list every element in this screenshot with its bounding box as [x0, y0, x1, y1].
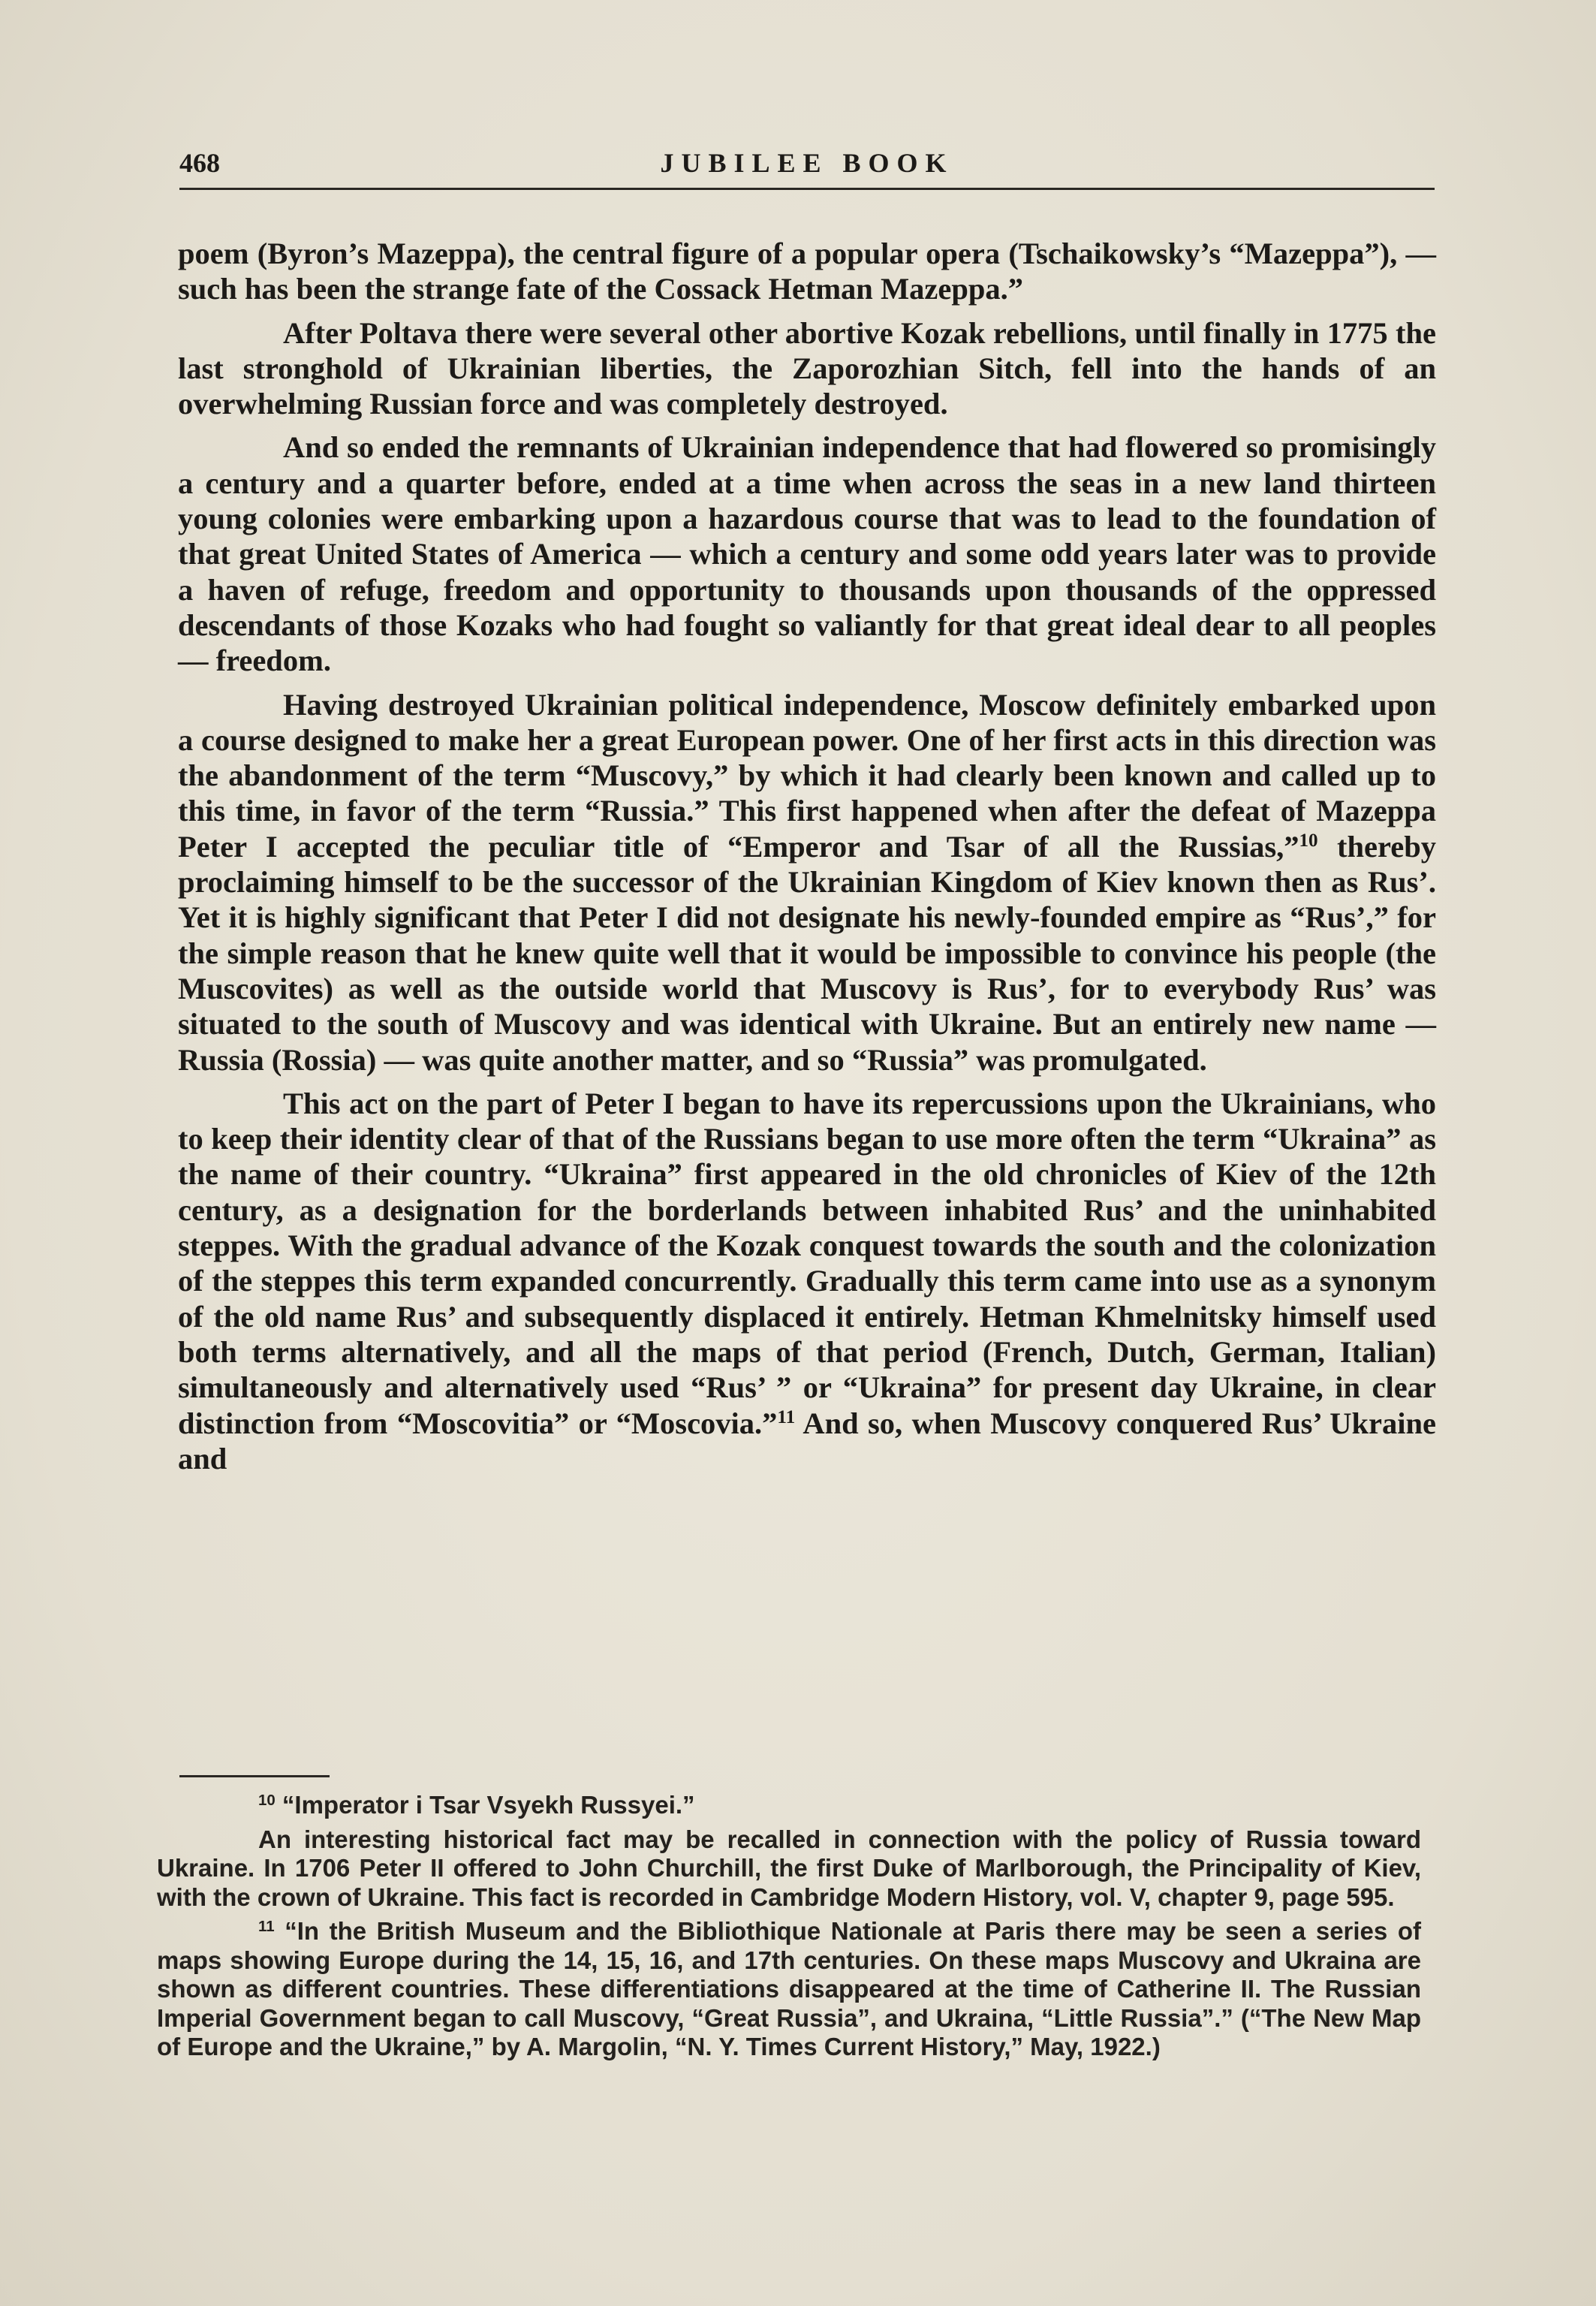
page-header	[179, 143, 1435, 186]
footnote-text: An interesting historical fact may be recalled in connection with the policy of Russia toward Ukraine. In 1706 Peter II offered to John Churchill, the first Duke of Marlborough, the Principality of Kiev, with the crown of Ukraine. This fact is recorded in Cambridge Modern History, vol. V, chapter 9, page 595.	[157, 1825, 1421, 1911]
footnote-11	[157, 1917, 1421, 2062]
paragraph-2	[178, 315, 1436, 422]
footnote-number: 11	[258, 1917, 275, 1935]
footnote-ref-11[interactable]: 11	[777, 1406, 796, 1427]
footnote-text: “In the British Museum and the Bibliothique Nationale at Paris there may be seen a series of maps showing Europe during the 14, 15, 16, and 17th centuries. On these maps Muscovy and Ukraina are shown as different countries. These differentiations disappeared at the time of Catherine II. The Russian Imperial Government began to call Muscovy, “Great Russia”, and Ukraina, “Little Russia”.” (“The New Map of Europe and the Ukraine,” by A. Margolin, “N. Y. Times Current History,” May, 1922.)	[157, 1917, 1421, 2060]
main-text	[178, 236, 1436, 1485]
paragraph-text: poem (Byron’s Mazeppa), the central figure of a popular opera (Tschaikowsky’s “Mazeppa”), — such has been the strange fate of the Cossack Hetman Mazeppa.”	[178, 237, 1436, 306]
paragraph-4	[178, 687, 1436, 1078]
footnotes	[157, 1791, 1421, 2067]
paragraph-text: After Poltava there were several other abortive Kozak rebellions, until finally in 1775 the last stronghold of Ukrainian liberties, the Zaporozhian Sitch, fell into the hands of an overwhelming Russian force and was completely destroyed.	[178, 315, 1436, 421]
footnote-ref-10[interactable]: 10	[1299, 830, 1318, 851]
footnote-number: 10	[258, 1791, 276, 1809]
footnote-text: “Imperator i Tsar Vsyekh Russyei.”	[275, 1791, 695, 1819]
header-rule	[179, 188, 1435, 190]
paragraph-text: And so ended the remnants of Ukrainian independence that had flowered so promisingly a century and a quarter before, ended at a time when across the seas in a new land thirteen young colonies were embarking upon a hazardous course that was to lead to the foundation of that great United States of America — which a century and some odd years later was to provide a haven of refuge, freedom and opportunity to thousands upon thousands of the oppressed descendants of those Kozaks who had fought so valiantly for that great ideal dear to all peoples — freedom.	[178, 430, 1436, 678]
footnote-10-continued	[157, 1825, 1421, 1913]
page-number: 468	[179, 148, 220, 178]
paragraph-text: thereby proclaiming himself to be the successor of the Ukrainian Kingdom of Kiev known then as Rus’. Yet it is highly significant that Peter I did not designate his newly-founded empire as “Rus’,” for the simple reason that he knew quite well that it would be impossible to convince his people (the Muscovites) as well as the outside world that Muscovy is Rus’, for to everybody Rus’ was situated to the south of Muscovy and was identical with Ukraine. But an entirely new name — Russia (Rossia) — was quite another matter, and so “Russia” was promulgated.	[178, 829, 1436, 1077]
footnote-rule	[179, 1775, 330, 1777]
running-title: JUBILEE BOOK	[660, 148, 954, 178]
paragraph-text: And so, when Muscovy conquered Rus’ Ukraine and	[178, 1406, 1436, 1476]
paragraph-text: This act on the part of Peter I began to have its repercussions upon the Ukrainians, who to keep their identity clear of that of the Russians began to use more often the term “Ukraina” as the name of their country. “Ukraina” first appeared in the old chronicles of Kiev of the 12th century, as a designation for the borderlands between inhabited Rus’ and the uninhabited steppes. With the gradual advance of the Kozak conquest towards the south and the colonization of the steppes this term expanded concurrently. Gradually this term came into use as a synonym of the old name Rus’ and subsequently displaced it entirely. Hetman Khmelnitsky himself used both terms alternatively, and all the maps of that period (French, Dutch, German, Italian) simultaneously and alternatively used “Rus’ ” or “Ukraina” for present day Ukraine, in clear distinction from “Moscovitia” or “Moscovia.”	[178, 1086, 1436, 1440]
paragraph-5	[178, 1086, 1436, 1476]
paragraph-1	[178, 236, 1436, 307]
footnote-10	[157, 1791, 1421, 1820]
paragraph-text: Having destroyed Ukrainian political independence, Moscow definitely embarked upon a course designed to make her a great European power. One of her first acts in this direction was the abandonment of the term “Muscovy,” by which it had clearly been known and called up to this time, in favor of the term “Russia.” This first happened when after the defeat of Mazeppa Peter I accepted the peculiar title of “Emperor and Tsar of all the Russias,”	[178, 687, 1436, 864]
paragraph-3	[178, 430, 1436, 678]
